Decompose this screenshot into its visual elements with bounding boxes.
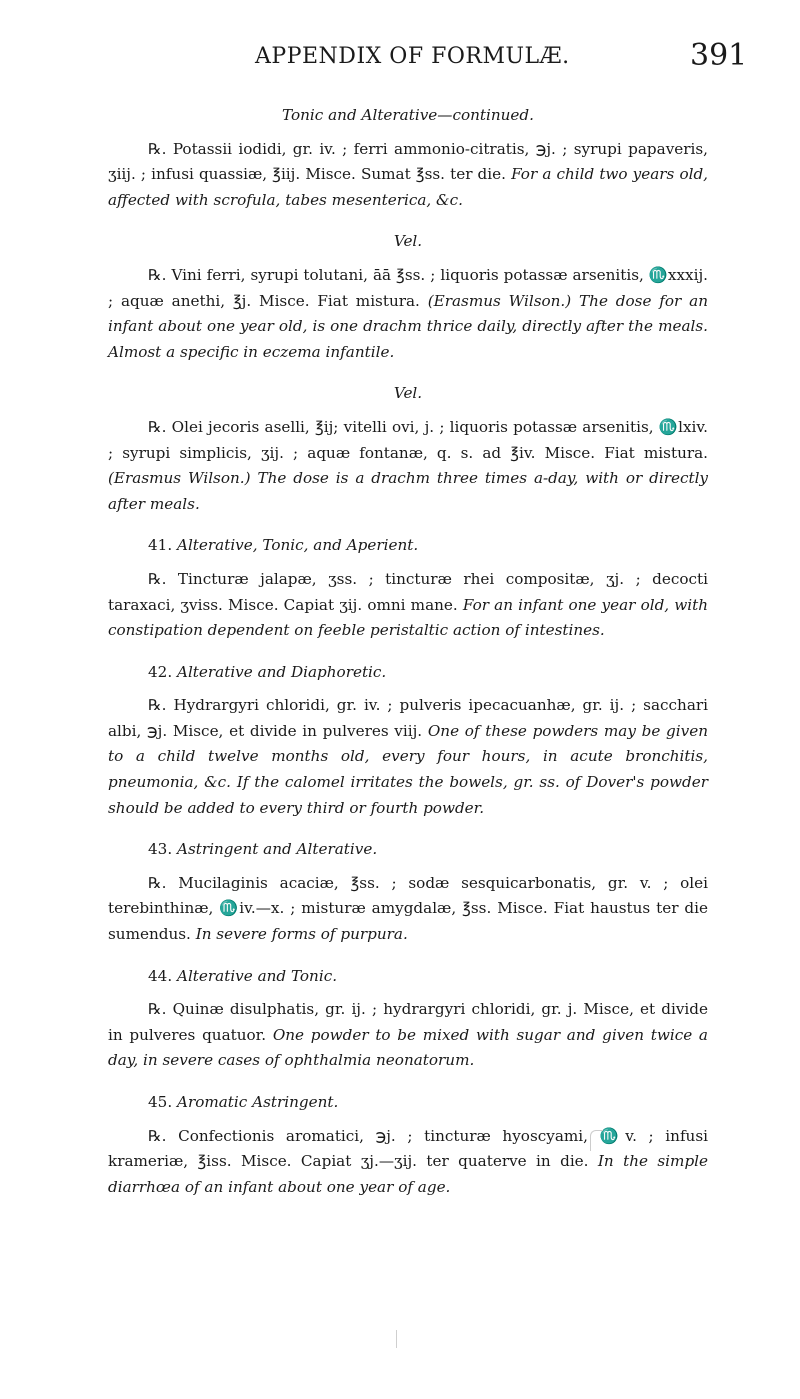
prescription-note: One powder to be mixed with sugar and given twice a day, in severe cases of ophthalmia neonatorum. (108, 1025, 708, 1070)
prescription-text: ℞. Mucilaginis acaciæ, ℥ss. ; sodæ sesquicarbonatis, gr. v. ; olei terebinthinæ, ♏iv.—x. ; misturæ amygdalæ, ℥ss. Misce. Fiat haustus ter die sumendus. (108, 873, 708, 944)
formula-heading-42 (108, 660, 708, 686)
prescription-text: ℞. Confectionis aromatici, ℈j. ; tincturæ hyoscyami, ♏v. ; infusi krameriæ, ℥iss. Misce. Capiat ʒj.—ʒij. ter quaterve in die. (108, 1126, 708, 1171)
formula-heading-41 (108, 533, 708, 559)
formula-number: 45. (148, 1093, 173, 1111)
prescription-citation: (Erasmus Wilson.) (427, 291, 572, 310)
prescription-45 (108, 1124, 708, 1201)
formula-title: Aromatic Astringent. (176, 1093, 339, 1111)
prescription-note: One of these powders may be given to a child twelve months old, every four hours, in acute bronchitis, pneumonia, &c. If the calomel irritates the bowels, gr. ss. of Dover's powder should be added to every third or fourth powder. (108, 721, 708, 817)
formula-number: 41. (148, 536, 173, 555)
prescription-text: ℞. Hydrargyri chloridi, gr. iv. ; pulveris ipecacuanhæ, gr. ij. ; sacchari albi, ℈j. Misce, et divide in pulveres viij. (108, 696, 708, 740)
prescription-42 (108, 693, 708, 821)
prescription-note: For an infant one year old, with constipation dependent on feeble peristaltic action of intestines. (108, 595, 709, 640)
formula-title: Astringent and Alterative. (176, 840, 378, 859)
formula-number: 42. (148, 662, 173, 681)
formula-heading-43 (108, 837, 708, 863)
paper-mark (590, 1130, 603, 1151)
page-number: 391 (690, 38, 748, 73)
formula-heading-44 (108, 964, 708, 990)
prescription-citation: (Erasmus Wilson.) (108, 469, 251, 488)
formula-number: 43. (148, 840, 173, 859)
prescription-note: The dose is a drachm three times a-day, with or directly after meals. (108, 469, 709, 513)
prescription-note: For a child two years old, affected with scrofula, tabes mesenterica, &c. (108, 165, 709, 209)
prescription-text: ℞. Quinæ disulphatis, gr. ij. ; hydrargyri chloridi, gr. j. Misce, et divide in pulveres quatuor. (108, 1000, 708, 1044)
paper-mark (396, 1330, 397, 1348)
prescription-text: ℞. Potassii iodidi, gr. iv. ; ferri ammonio-citratis, ℈j. ; syrupi papaveris, ʒiij. ; infusi quassiæ, ℥iij. Misce. Sumat ℥ss. ter die. (108, 139, 708, 184)
page-body (108, 103, 708, 1200)
formula-title: Alterative and Diaphoretic. (176, 662, 387, 681)
prescription-3 (108, 415, 708, 517)
prescription-1 (108, 137, 708, 214)
formula-title: Alterative and Tonic. (176, 966, 338, 985)
prescription-41 (108, 567, 708, 644)
prescription-text: ℞. Vini ferri, syrupi tolutani, āā ℥ss. ; liquoris potassæ arsenitis, ♏xxxij. ; aquæ anethi, ℥j. Misce. Fiat mistura. (108, 265, 708, 310)
formula-title: Alterative, Tonic, and Aperient. (176, 536, 419, 555)
prescription-note: In the simple diarrhœa of an infant about one year of age. (108, 1152, 709, 1196)
prescription-text: ℞. Olei jecoris aselli, ℥ij; vitelli ovi, j. ; liquoris potassæ arsenitis, ♏lxiv. ; syrupi simplicis, ʒij. ; aquæ fontanæ, q. s. ad ℥iv. Misce. Fiat mistura. (108, 417, 708, 462)
prescription-43 (108, 871, 708, 948)
section-title: Tonic and Alterative—continued. (282, 106, 534, 124)
prescription-2 (108, 263, 708, 365)
formula-number: 44. (148, 966, 173, 985)
vel-heading: Vel. (393, 232, 423, 251)
vel-heading: Vel. (393, 384, 423, 403)
formula-heading-45 (108, 1090, 708, 1116)
prescription-44 (108, 997, 708, 1074)
prescription-text: ℞. Tincturæ jalapæ, ʒss. ; tincturæ rhei compositæ, ʒj. ; decocti taraxaci, ʒviss. Misce. Capiat ʒij. omni mane. (108, 569, 708, 614)
running-head: APPENDIX OF FORMULÆ. (255, 44, 570, 69)
prescription-note: The dose for an infant about one year old, is one drachm thrice daily, directly after the meals. Almost a specific in eczema infantile. (108, 291, 708, 361)
prescription-note: In severe forms of purpura. (195, 925, 408, 944)
